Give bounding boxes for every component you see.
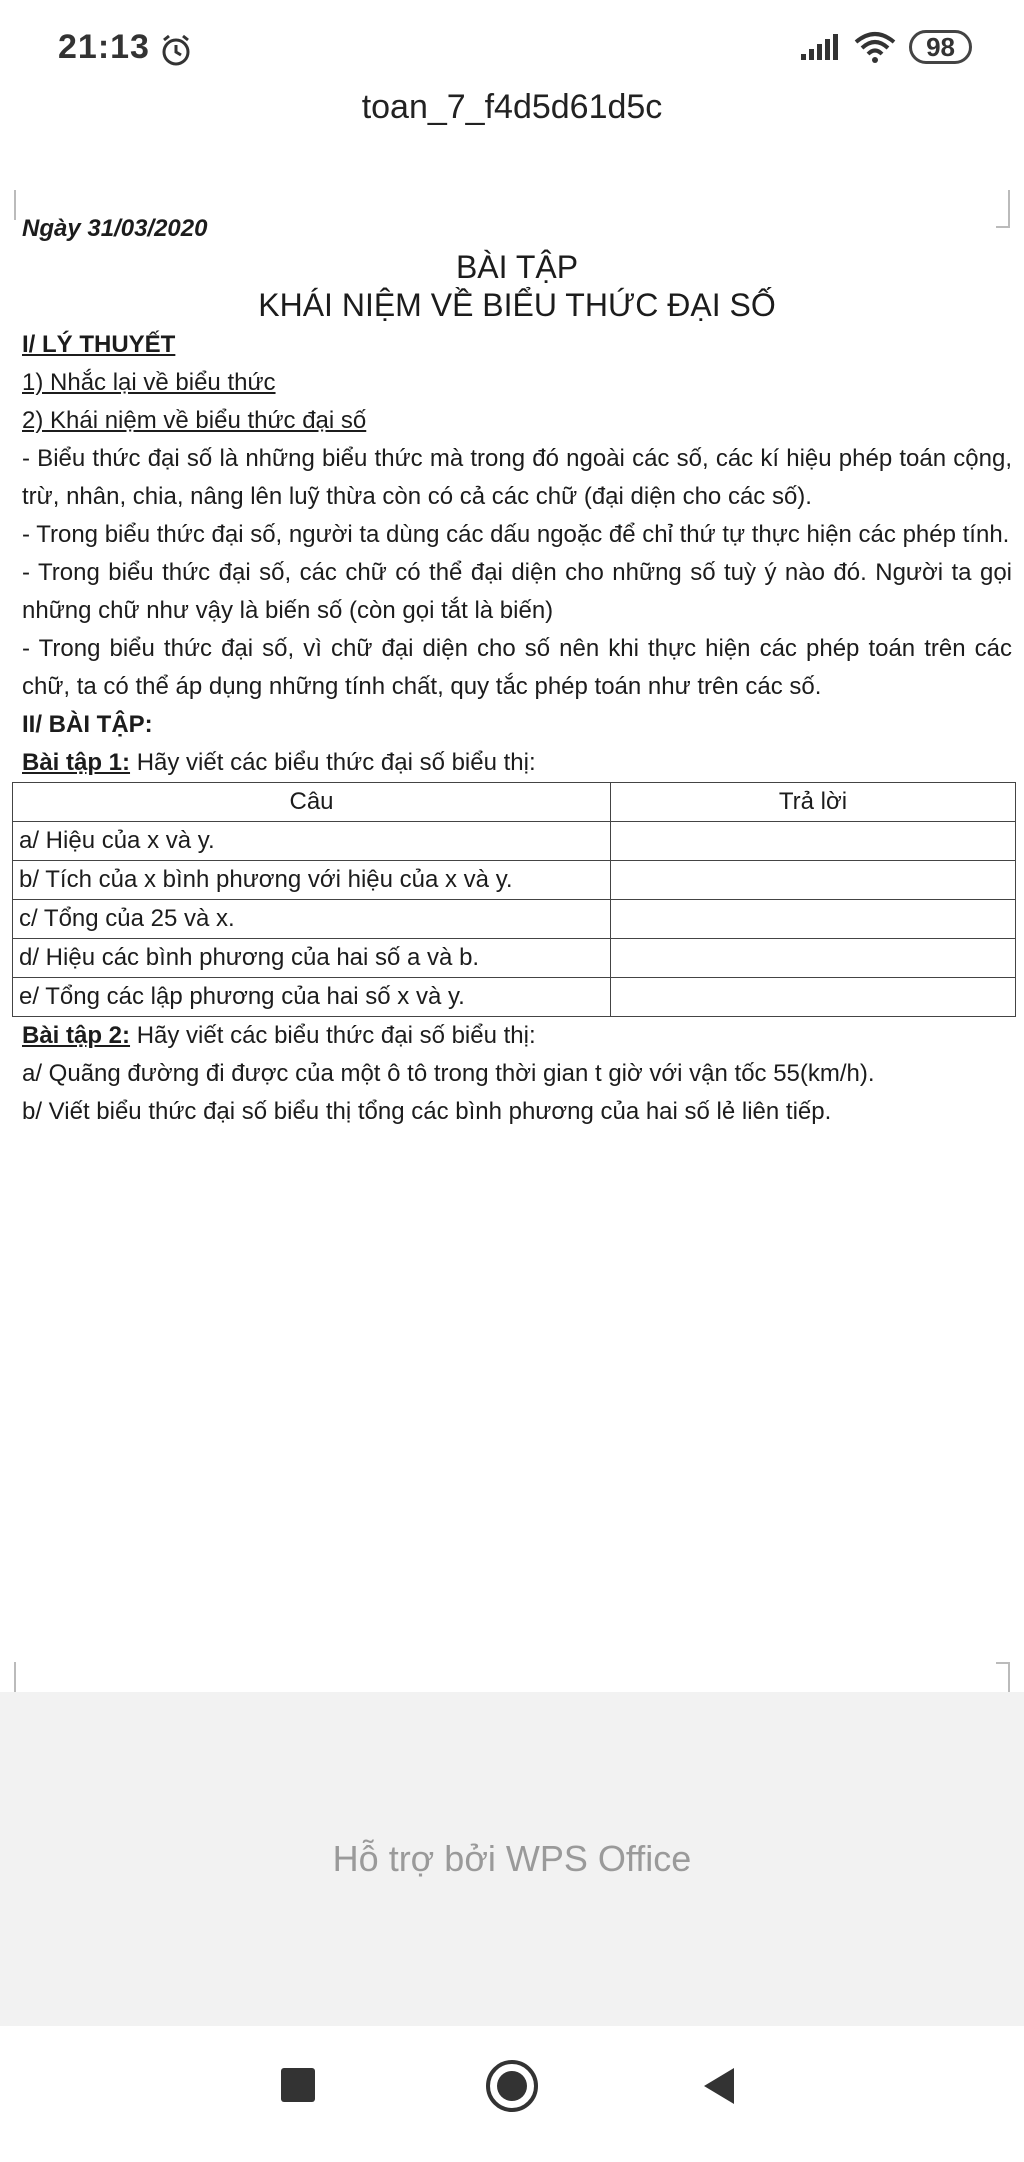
- page-corner-mark: [996, 1662, 1010, 1664]
- signal-icon: [799, 32, 841, 62]
- table-cell: b/ Tích của x bình phương với hiệu của x và y.: [13, 861, 611, 900]
- exercise-table: [12, 782, 1016, 1017]
- alarm-icon: [158, 32, 194, 68]
- table-row: [13, 939, 1016, 978]
- status-bar: [0, 0, 1024, 100]
- table-cell: [611, 900, 1016, 939]
- table-header-row: [13, 783, 1016, 822]
- page-corner-mark: [14, 190, 16, 220]
- home-button[interactable]: [486, 2060, 538, 2112]
- exercise-1-text: Hãy viết các biểu thức đại số biểu thị:: [130, 749, 536, 776]
- status-icons: [799, 30, 972, 64]
- document-page[interactable]: [0, 180, 1024, 1692]
- wps-footer: [0, 1692, 1024, 2026]
- back-button[interactable]: [704, 2068, 734, 2104]
- battery-icon: 98: [909, 30, 972, 64]
- table-row: [13, 861, 1016, 900]
- paragraph: - Trong biểu thức đại số, vì chữ đại diện cho số nên khi thực hiện các phép toán trên các chữ, ta có thể áp dụng những tính chất, quy tắc phép toán như trên các số.: [22, 635, 1012, 700]
- doc-subheading: KHÁI NIỆM VỀ BIỂU THỨC ĐẠI SỐ: [258, 287, 776, 323]
- table-cell: [611, 822, 1016, 861]
- exercise-2-item: b/ Viết biểu thức đại số biểu thị tổng các bình phương của hai số lẻ liên tiếp.: [22, 1098, 832, 1125]
- table-cell: c/ Tổng của 25 và x.: [13, 900, 611, 939]
- page-corner-mark: [14, 1662, 16, 1692]
- table-cell: [611, 939, 1016, 978]
- powered-by-label: Hỗ trợ bởi WPS Office: [332, 1838, 692, 1879]
- exercise-2-item: a/ Quãng đường đi được của một ô tô trong thời gian t giờ với vận tốc 55(km/h).: [22, 1060, 875, 1087]
- subsection-2: 2) Khái niệm về biểu thức đại số: [22, 407, 367, 434]
- exercise-1-label: Bài tập 1:: [22, 749, 131, 776]
- table-cell: d/ Hiệu các bình phương của hai số a và b.: [13, 939, 611, 978]
- recents-button[interactable]: [281, 2068, 315, 2102]
- paragraph: - Trong biểu thức đại số, người ta dùng các dấu ngoặc để chỉ thứ tự thực hiện các phép tính.: [22, 521, 1010, 548]
- subsection-1: 1) Nhắc lại về biểu thức: [22, 369, 276, 396]
- wifi-icon: [853, 30, 897, 64]
- navigation-bar: [0, 2026, 1024, 2162]
- document-title: toan_7_f4d5d61d5c: [361, 88, 663, 126]
- document-content: [19, 210, 1012, 1131]
- section-exercises: II/ BÀI TẬP:: [22, 711, 153, 738]
- exercise-2-label: Bài tập 2:: [22, 1022, 131, 1049]
- exercise-2-text: Hãy viết các biểu thức đại số biểu thị:: [130, 1022, 536, 1049]
- table-row: [13, 822, 1016, 861]
- table-row: [13, 900, 1016, 939]
- table-cell: a/ Hiệu của x và y.: [13, 822, 611, 861]
- doc-date: Ngày 31/03/2020: [22, 215, 208, 242]
- table-header-cell: Trả lời: [611, 783, 1016, 822]
- page-corner-mark: [1008, 1662, 1010, 1692]
- section-theory: I/ LÝ THUYẾT: [22, 331, 176, 358]
- doc-heading: BÀI TẬP: [455, 249, 579, 285]
- table-cell: e/ Tổng các lập phương của hai số x và y.: [13, 978, 611, 1017]
- status-time: 21:13: [58, 28, 150, 66]
- table-header-cell: Câu: [13, 783, 611, 822]
- table-cell: [611, 861, 1016, 900]
- paragraph: - Trong biểu thức đại số, các chữ có thể đại diện cho những số tuỳ ý nào đó. Người ta gọi những chữ như vậy là biến số (còn gọi tắt là biến): [22, 559, 1012, 624]
- table-row: [13, 978, 1016, 1017]
- paragraph: - Biểu thức đại số là những biểu thức mà trong đó ngoài các số, các kí hiệu phép toán cộng, trừ, nhân, chia, nâng lên luỹ thừa còn có cả các chữ (đại diện cho các số).: [22, 445, 1012, 510]
- table-cell: [611, 978, 1016, 1017]
- exercise-2-prompt: [22, 1017, 1012, 1055]
- exercise-1-prompt: [22, 744, 1012, 782]
